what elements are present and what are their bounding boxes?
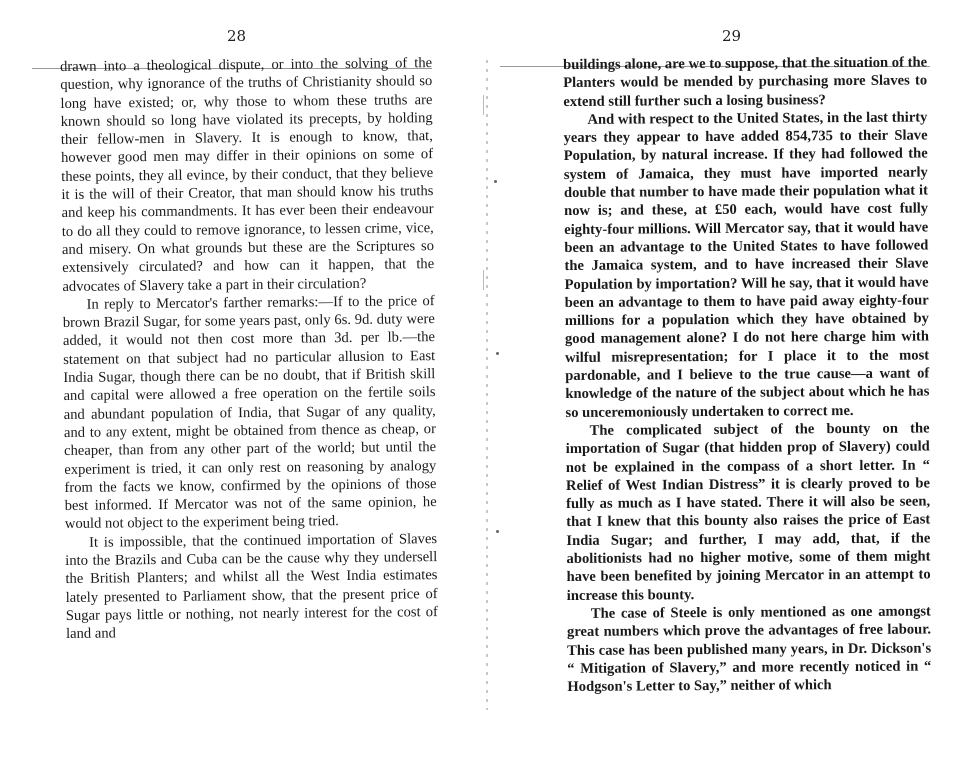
right-page-text [563, 53, 931, 696]
page-number-right: 29 [722, 27, 742, 45]
paragraph: drawn into a theological dispute, or into the solving of the question, why ignorance of the truths of Christianity should so long have existed; or, why those to whom these truths are known should so long have violated its precepts, by holding their fellow-men in Slavery. It is enough to know, that, however good men may differ in their opinions on some of these points, they all evince, by their conduct, that they believe it is the will of their Creator, that man should know his truths and keep his commandments. It has ever been their endeavour to do all they could to remove ignorance, to lessen crime, vice, and misery. On what grounds but these are the Scriptures so extensively circulated? and how can it happen, that the advocates of Slavery take a part in their circulation? [60, 55, 435, 295]
gutter-mark [483, 95, 484, 115]
gutter-mark [483, 270, 484, 290]
page-number-left: 28 [227, 27, 247, 45]
paragraph: The complicated subject of the bounty on the importation of Sugar (that hidden prop of Slavery) could not be explained in the compass of a short letter. In “ Relief of West Indian Distress” it is clearly proved to be fully as much as I have stated. There it will also be seen, that I knew that this bounty also raises the price of East India Sugar; and further, I may add, that, if the abolitionists had no higher motive, some of them might have been benefited by joining Mercator in an attempt to increase this bounty. [565, 420, 931, 604]
right-page [490, 0, 980, 758]
paragraph: In reply to Mercator's farther remarks:—If to the price of brown Brazil Sugar, for some years past, only 6s. 9d. duty were added, it would not then cost more than 3d. per lb.—the statement on that subject had no particular allusion to East India Sugar, though there can be no doubt, that if British skill and capital were allowed a free operation on the fertile soils and abundant population of India, that Sugar of any quality, and to any extent, might be obtained from thence as cheap, or cheaper, than from any other part of the world; but until the experiment is tried, it can only rest on reasoning by analogy from the facts we know, confirmed by the opinions of those best informed. If Mercator was not of the same opinion, he would not object to the experiment being tried. [62, 292, 437, 533]
left-page-text [60, 54, 438, 643]
paragraph: It is impossible, that the continued importation of Slaves into the Brazils and Cuba can be the cause why they undersell the British Planters; and whilst all the West India estimates lately presented to Parliament show, that the present price of Sugar pays little or nothing, not nearly interest for the cost of land and [65, 530, 438, 643]
gutter [486, 60, 488, 710]
paragraph: And with respect to the United States, in the last thirty years they appear to have added 854,735 to their Slave Population, by natural increase. If they had followed the system of Jamaica, they must have imported nearly double that number to have made their population what it now is; and these, at £50 each, would have cost fully eighty-four millions. Will Mercator say, that it would have been an advantage to the United States to have followed the Jamaica system, and to have increased their Slave Population by importation? Will he say, that it would have been an advantage to them to have paid away eighty-four millions for a population which they have obtained by good management alone? I do not here charge him with wilful misrepresentation; for I place it to the most pardonable, and I believe to the true cause—a want of knowledge of the nature of the subject about which he has so unceremoniously undertaken to correct me. [563, 109, 930, 421]
paragraph: buildings alone, are we to suppose, that the situation of the Planters would be mended by purchasing more Slaves to extend still further such a losing business? [563, 54, 928, 110]
paragraph: The case of Steele is only mentioned as one amongst great numbers which prove the advantages of free labour. This case has been published many years, in Dr. Dickson's “ Mitigation of Slavery,” and more recently noticed in “ Hodgson's Letter to Say,” neither of which [566, 603, 932, 696]
